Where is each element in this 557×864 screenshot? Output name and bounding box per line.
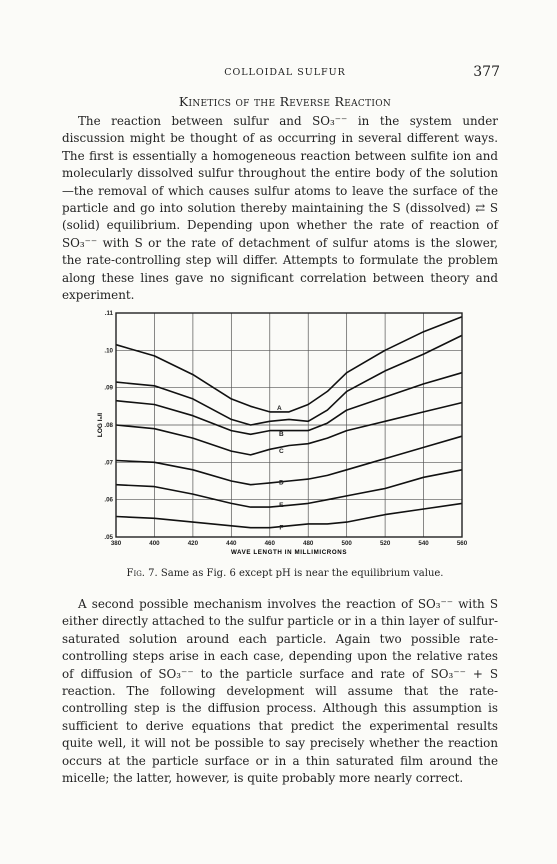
curve-label-f: F: [279, 524, 284, 532]
curve-label-c: C: [278, 448, 284, 455]
curve-label-b: B: [278, 431, 284, 439]
y-tick-label: .09: [104, 384, 113, 392]
y-tick-label: .07: [104, 459, 113, 467]
x-tick-label: 480: [303, 540, 314, 547]
x-tick-label: 420: [187, 540, 199, 547]
section-title: Kinetics of the Reverse Reaction: [178, 94, 392, 109]
paragraph-1: [62, 113, 498, 304]
page-header: [70, 64, 500, 82]
caption-text: Same as Fig. 6 except pH is near the equilibrium value.: [157, 568, 444, 579]
curve-label-e: E: [279, 502, 284, 510]
chart-grid: [116, 313, 462, 537]
x-tick-label: 560: [456, 540, 468, 547]
y-tick-label: .05: [104, 534, 113, 541]
series-line-top-0: [116, 317, 462, 412]
paragraph-1-text: The reaction between sulfur and SO₃⁻⁻ in the system under discussion might be thought of as occurring in several different ways. The first is essentially a homogeneous reaction between sulfite ion and molecularly dissolved sulfur throughout the entire body of the solution—the removal of which causes sulfur atoms to leave the surface of the particle and go into solution thereby maintaining the S (dissolved) ⇄ S (solid) equilibrium. Depending upon whether the rate of reaction of SO₃⁻⁻ with S or the rate of detachment of sulfur atoms is the slower, the rate-controlling step will differ. Attempts to formulate the problem along these lines gave no significant correlation between theory and experiment.: [62, 114, 498, 303]
curve-label-d: D: [278, 479, 284, 487]
curve-label-a: A: [277, 405, 282, 413]
series-line-d: [116, 436, 462, 485]
y-tick-label: .08: [104, 422, 113, 429]
x-tick-label: 440: [226, 540, 237, 547]
y-tick-label: .11: [104, 310, 113, 317]
chart-svg: [94, 303, 478, 565]
running-title: COLLOIDAL SULFUR: [224, 67, 346, 78]
series-line-c: [116, 403, 462, 455]
paragraph-2: [62, 596, 498, 787]
paragraph-2-text: A second possible mechanism involves the reaction of SO₃⁻⁻ with S either directly attached to the sulfur particle or in a thin layer of sulfur-saturated solution around each particle. Again two possible rate-controlling steps arise in each case, depending upon the relative rates of diffusion of SO₃⁻⁻ to the particle surface and rate of SO₃⁻⁻ + S reaction. The following development will assume that the rate-controlling step is the diffusion process. Although this assumption is sufficient to derive equations that predict the experimental results quite well, it will not be possible to say precisely whether the reaction occurs at the particle surface or in a thin saturated film around the micelle; the latter, however, is quite probably more nearly correct.: [62, 597, 498, 786]
x-tick-label: 520: [379, 540, 391, 547]
figure-7-chart: [94, 303, 478, 565]
series-line-e: [116, 470, 462, 510]
x-axis-label: WAVE LENGTH IN MILLIMICRONS: [230, 549, 348, 556]
x-tick-label: 500: [341, 540, 352, 547]
page-number: 377: [473, 64, 500, 80]
y-tick-label: .10: [104, 347, 113, 355]
chart-curve-labels: [277, 405, 284, 531]
x-tick-label: 380: [110, 540, 122, 547]
figure-caption: [70, 568, 500, 579]
series-line-f: [116, 503, 462, 527]
y-tick-label: .06: [104, 496, 113, 504]
figure-label: Fig. 7.: [126, 568, 158, 579]
y-axis-label: LOG I₀/I: [97, 412, 104, 438]
x-tick-label: 400: [149, 540, 160, 547]
chart-ticks: [104, 310, 467, 547]
x-tick-label: 540: [418, 540, 429, 547]
chart-series: [116, 317, 462, 528]
x-tick-label: 460: [264, 540, 275, 547]
